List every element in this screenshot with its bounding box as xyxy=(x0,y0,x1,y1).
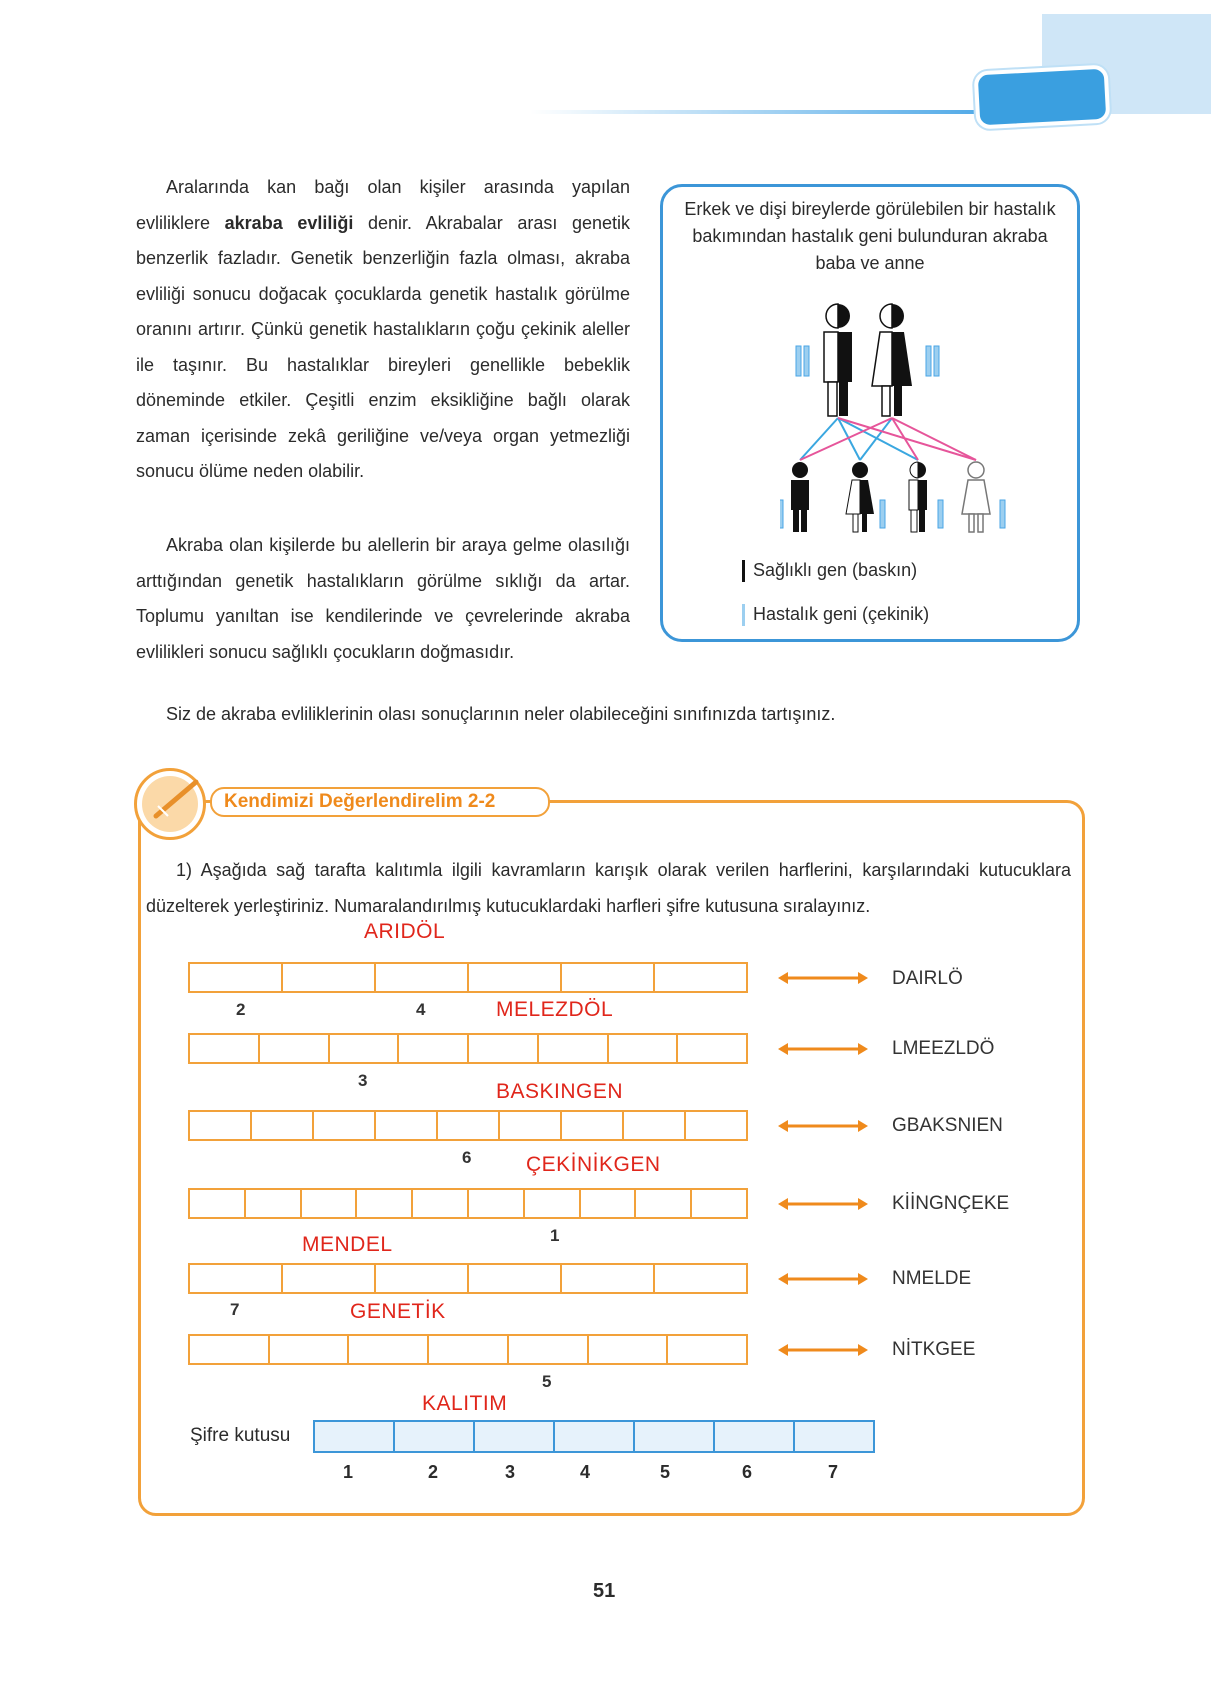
cell-number: 1 xyxy=(550,1226,560,1245)
father-figure xyxy=(824,304,852,416)
cipher-number: 6 xyxy=(742,1462,753,1482)
child-1-figure xyxy=(791,462,809,532)
dominant-gene-marker xyxy=(742,560,745,582)
cell-number: 5 xyxy=(542,1372,552,1391)
answer-text: MENDEL xyxy=(302,1233,393,1256)
info-box-title: Erkek ve dişi bireylerde görülebilen bir hastalık bakımından hastalık geni bulunduran akraba baba ve anne xyxy=(684,199,1056,273)
cipher-number: 1 xyxy=(343,1462,354,1482)
paragraph-1: Aralarında kan bağı olan kişiler arasında yapılan evliliklere akraba evliliği denir. Akrabalar arası genetik benzerlik fazladır. Genetik benzerliğin fazla olması, akraba evliliği sonucu doğacak çocuklarda genetik hastalık görülme oranını artırır. Çünkü genetik hastalıkların çoğu çekinik aleller ile taşınır. Bu hastalıklar bireyleri genellikle bebeklik döneminde etkiler. Çeşitli enzim eksikliğine bağlı olarak zaman içerisinde zekâ geriliğine ve/veya organ yetmezliği sonucu ölüme neden olabilir. xyxy=(136,177,630,481)
child-3-figure xyxy=(909,462,927,532)
answer-text: BASKINGEN xyxy=(496,1080,624,1103)
header-tab xyxy=(974,65,1111,130)
mother-figure xyxy=(872,304,912,416)
assessment-title: Kendimizi Değerlendirelim 2-2 xyxy=(224,791,496,812)
answer-text: ÇEKİNİKGEN xyxy=(526,1153,661,1176)
header-rule xyxy=(530,110,1000,114)
scrambled-clue: NMELDE xyxy=(892,1268,972,1289)
double-arrow-icon xyxy=(778,972,868,984)
child-4-figure xyxy=(962,462,990,532)
legend-recessive: Hastalık geni (çekinik) xyxy=(742,604,929,626)
cell-number: 4 xyxy=(416,1000,426,1019)
letter-box-row[interactable] xyxy=(188,1110,748,1141)
cell-number: 2 xyxy=(236,1000,246,1019)
double-arrow-icon xyxy=(778,1273,868,1285)
letter-box-row[interactable] xyxy=(188,1188,748,1219)
cipher-number: 4 xyxy=(580,1462,591,1482)
legend-dominant: Sağlıklı gen (baskın) xyxy=(742,560,917,582)
answer-text: MELEZDÖL xyxy=(496,998,614,1021)
cipher-number: 2 xyxy=(428,1462,439,1482)
answer-text: ARIDÖL xyxy=(364,920,446,943)
double-arrow-icon xyxy=(778,1120,868,1132)
scrambled-clue: DAIRLÖ xyxy=(892,968,963,989)
cipher-box[interactable] xyxy=(313,1420,875,1453)
letter-box-row[interactable] xyxy=(188,1334,748,1365)
answer-text: GENETİK xyxy=(350,1300,446,1323)
double-arrow-icon xyxy=(778,1043,868,1055)
cipher-number: 7 xyxy=(828,1462,839,1482)
double-arrow-icon xyxy=(778,1344,868,1356)
recessive-gene-marker xyxy=(742,604,745,626)
cipher-answer-text: KALITIM xyxy=(422,1392,508,1415)
cipher-number: 3 xyxy=(505,1462,516,1482)
scrambled-clue: KİİNGNÇEKE xyxy=(892,1193,1010,1214)
child-2-figure xyxy=(846,462,874,532)
cell-number: 3 xyxy=(358,1071,368,1090)
pencil-icon xyxy=(146,776,206,826)
scrambled-clue: GBAKSNIEN xyxy=(892,1115,1003,1136)
cipher-number: 5 xyxy=(660,1462,671,1482)
bold-term: akraba evliliği xyxy=(224,212,354,233)
question-text: 1) Aşağıda sağ tarafta kalıtımla ilgili kavramların karışık olarak verilen harflerini, karşılarındaki kutucuklara düzelterek yerleştiriniz. Numaralandırılmış kutucuklardaki harfleri şifre kutusuna sıralayınız. xyxy=(146,860,1071,916)
cell-number: 6 xyxy=(462,1148,472,1167)
scrambled-clue: LMEEZLDÖ xyxy=(892,1038,995,1059)
page-number: 51 xyxy=(593,1580,616,1602)
scrambled-clue: NİTKGEE xyxy=(892,1339,976,1360)
cipher-label: Şifre kutusu xyxy=(190,1425,291,1446)
letter-box-row[interactable] xyxy=(188,1033,748,1064)
double-arrow-icon xyxy=(778,1198,868,1210)
paragraph-2: Akraba olan kişilerde bu alellerin bir araya gelme olasılığı arttığından genetik hastalıkların görülme sıklığı da artar. Toplumu yanıltan ise kendilerinde ve çevrelerinde akraba evlilikleri sonucu sağlıklı çocukların doğmasıdır. xyxy=(136,535,630,662)
paragraph-3: Siz de akraba evliliklerinin olası sonuçlarının neler olabileceğini sınıfınızda tartışınız. xyxy=(166,704,836,724)
inheritance-diagram xyxy=(780,300,1020,540)
letter-box-row[interactable] xyxy=(188,962,748,993)
cell-number: 7 xyxy=(230,1300,240,1319)
letter-box-row[interactable] xyxy=(188,1263,748,1294)
